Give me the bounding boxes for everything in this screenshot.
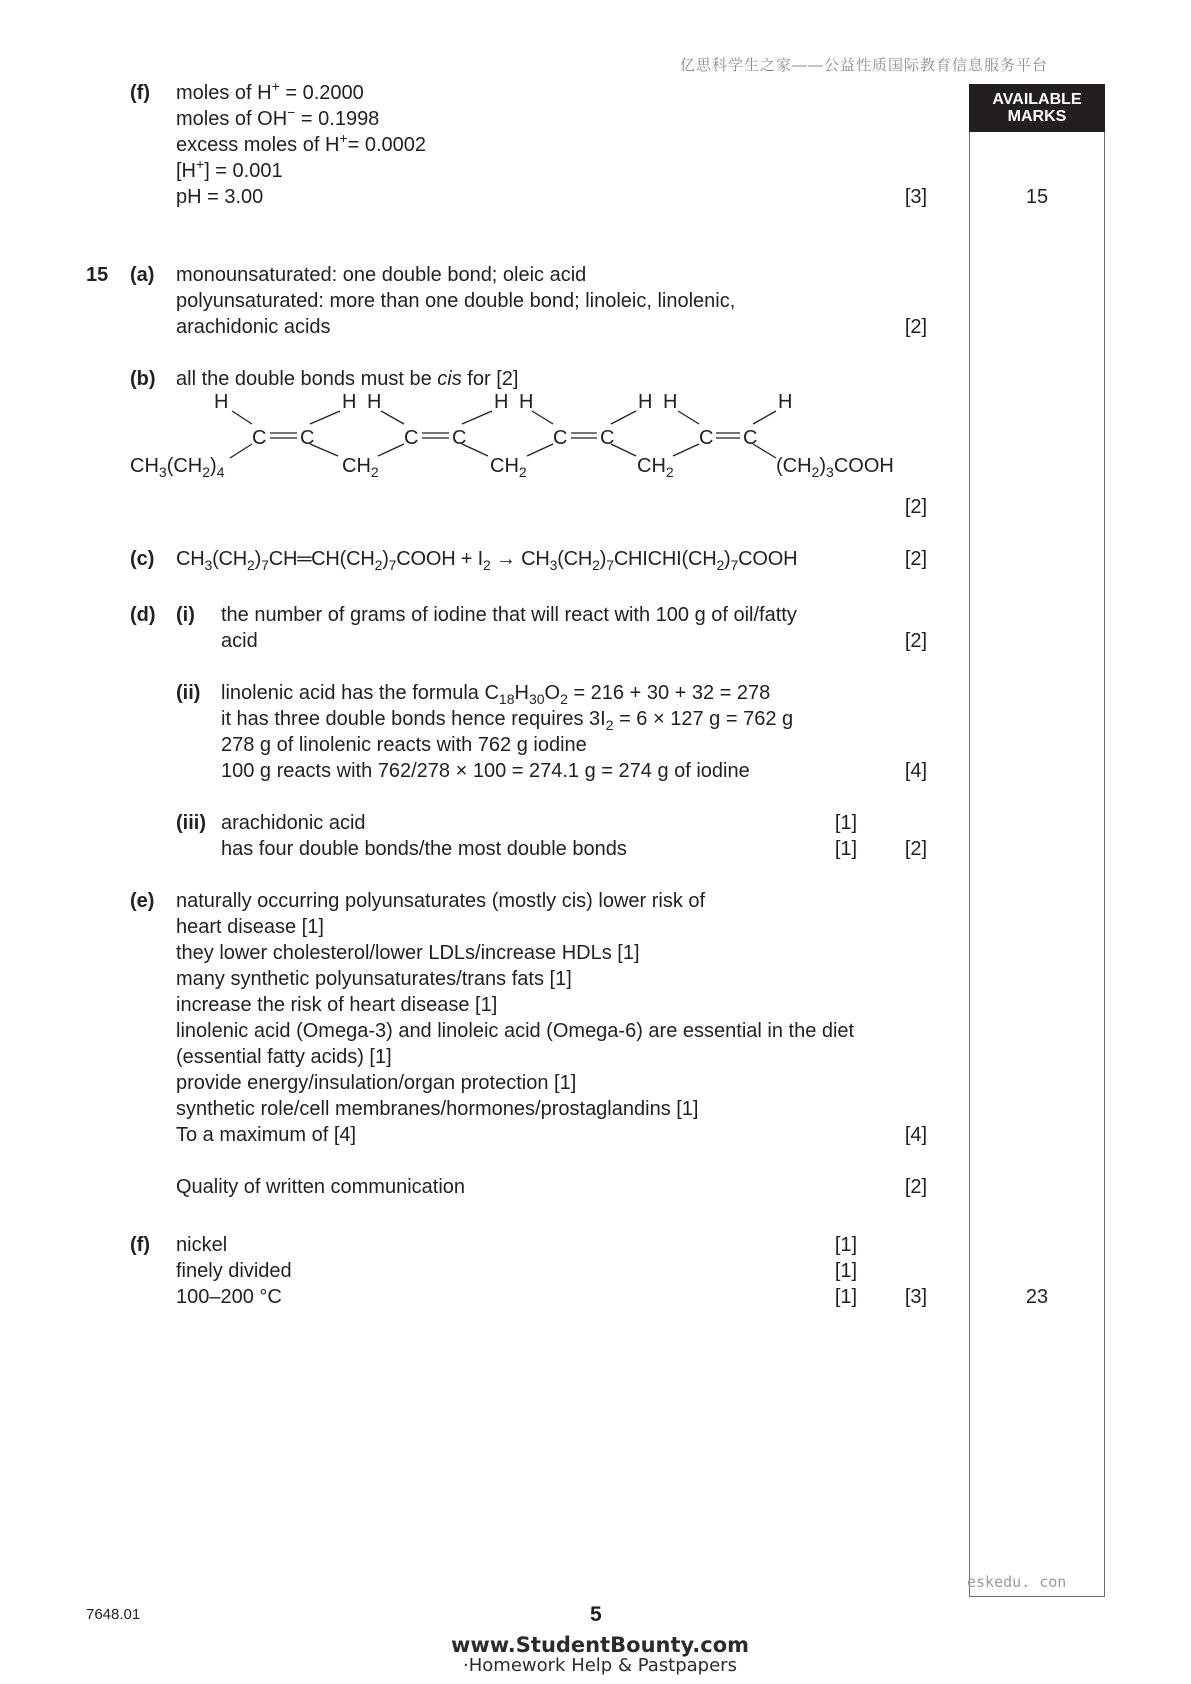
q15d-ii-label: (ii) (176, 682, 201, 704)
page-number: 5 (590, 1603, 602, 1626)
c-atom: C (404, 427, 419, 449)
left-end-group: $CH_3(CH_2)_4$ (130, 455, 225, 480)
q15f-line-2-mark: [1] (834, 1260, 858, 1282)
q15d-iii-label: (iii) (176, 812, 206, 834)
q15e-line: increase the risk of heart disease [1] (176, 994, 498, 1016)
q14f-line-2: moles of OH− = 0.1998 (176, 104, 380, 130)
q15a-mark: [2] (904, 316, 928, 338)
q15a-line-1: monounsaturated: one double bond; oleic acid (176, 264, 587, 286)
q15d-iii-mark: [2] (904, 838, 928, 860)
q15e-line: they lower cholesterol/lower LDLs/increase HDLs [1] (176, 942, 640, 964)
available-marks-q15: 23 (1025, 1286, 1049, 1308)
q15b-label: (b) (130, 368, 156, 390)
qwc-text: Quality of written communication (176, 1176, 466, 1198)
brand-url[interactable]: www.StudentBounty.com (450, 1633, 750, 1657)
h-atom: H (638, 391, 653, 413)
q15c-label: (c) (130, 548, 155, 570)
q15e-label: (e) (130, 890, 155, 912)
paper-code: 7648.01 (86, 1606, 141, 1623)
q15f-line-1: nickel (176, 1234, 228, 1256)
q15e-line: naturally occurring polyunsaturates (mostly cis) lower risk of (176, 890, 706, 912)
q15d-iii-line-2-mark: [1] (834, 838, 858, 860)
q15d-i-mark: [2] (904, 630, 928, 652)
q15a-line-2: polyunsaturated: more than one double bond; linoleic, linolenic, (176, 290, 736, 312)
q15e-line: linolenic acid (Omega-3) and linoleic acid (Omega-6) are essential in the diet (176, 1020, 855, 1042)
h-atom: H (367, 391, 382, 413)
q15d-i-line-2: acid (221, 630, 258, 652)
c-atom: C (300, 427, 315, 449)
q14f-line-5: pH = 3.00 (176, 186, 264, 208)
qwc-mark: [2] (904, 1176, 928, 1198)
c-atom: C (743, 427, 758, 449)
available-marks-q14: 15 (1025, 186, 1049, 208)
q15e-line: many synthetic polyunsaturates/trans fats [1] (176, 968, 572, 990)
h-atom: H (214, 391, 229, 413)
q14f-line-1: moles of H+ = 0.2000 (176, 78, 364, 104)
right-end-group: $(CH_2)_3COOH$ (776, 455, 894, 480)
c-atom: C (553, 427, 568, 449)
q15f-line-3-mark: [1] (834, 1286, 858, 1308)
ch2-group: $CH_2$ (490, 455, 527, 480)
q15b-mark: [2] (904, 496, 928, 518)
c-atom: C (452, 427, 467, 449)
q15d-ii-line-4: 100 g reacts with 762/278 × 100 = 274.1 g = 274 g of iodine (221, 760, 750, 782)
q15d-ii-line-2: it has three double bonds hence requires $3I_2 = 6 \times 127$ g = 762 g (221, 708, 794, 733)
q15d-iii-line-2: has four double bonds/the most double bonds (221, 838, 627, 860)
q15d-ii-line-1: linolenic acid has the formula $C_{18}H_{30}O_2 = 216 + 30 + 32 = 278$ (221, 682, 771, 707)
q15d-label: (d) (130, 604, 156, 626)
brand-tagline: ·Homework Help & Pastpapers (463, 1655, 737, 1676)
q15a-line-3: arachidonic acids (176, 316, 331, 338)
q15e-line: heart disease [1] (176, 916, 324, 938)
h-atom: H (663, 391, 678, 413)
ch2-group: $CH_2$ (637, 455, 674, 480)
heading-line-1: AVAILABLE (992, 91, 1082, 108)
q15e-line: synthetic role/cell membranes/hormones/prostaglandins [1] (176, 1098, 699, 1120)
arachidonic-acid-structure (0, 0, 1191, 560)
q15f-mark: [3] (904, 1286, 928, 1308)
q15e-line: (essential fatty acids) [1] (176, 1046, 392, 1068)
c-atom: C (600, 427, 615, 449)
q14f-mark: [3] (904, 186, 928, 208)
q15e-line: To a maximum of [4] (176, 1124, 357, 1146)
q15d-iii-line-1-mark: [1] (834, 812, 858, 834)
studentbounty-logo[interactable] (450, 1634, 750, 1676)
site-header-text: 亿思科学生之家——公益性质国际教育信息服务平台 (680, 57, 1049, 74)
h-atom: H (494, 391, 509, 413)
q15f-line-2: finely divided (176, 1260, 292, 1282)
h-atom: H (342, 391, 357, 413)
q15d-ii-line-3: 278 g of linolenic reacts with 762 g iodine (221, 734, 587, 756)
ch2-group: $CH_2$ (342, 455, 379, 480)
q15d-iii-line-1: arachidonic acid (221, 812, 366, 834)
q15d-i-line-1: the number of grams of iodine that will react with 100 g of oil/fatty (221, 604, 797, 626)
q15c-mark: [2] (904, 548, 928, 570)
q15e-line: provide energy/insulation/organ protection [1] (176, 1072, 577, 1094)
q15-number: 15 (86, 264, 109, 286)
q15f-line-3: 100–200 °C (176, 1286, 282, 1308)
q15e-mark: [4] (904, 1124, 928, 1146)
q15f-label: (f) (130, 1234, 150, 1256)
watermark-text: eskedu. con (967, 1573, 1067, 1591)
q14f-line-4: [H+] = 0.001 (176, 156, 283, 182)
q15a-label: (a) (130, 264, 155, 286)
q15f-line-1-mark: [1] (834, 1234, 858, 1256)
h-atom: H (778, 391, 793, 413)
q15d-ii-mark: [4] (904, 760, 928, 782)
q15b-text: all the double bonds must be cis for [2] (176, 368, 519, 390)
heading-line-2: MARKS (1007, 108, 1067, 125)
q14f-label: (f) (130, 82, 150, 104)
q14f-line-3: excess moles of H+= 0.0002 (176, 130, 426, 156)
c-atom: C (699, 427, 714, 449)
h-atom: H (519, 391, 534, 413)
c-atom: C (252, 427, 267, 449)
q15d-i-label: (i) (176, 604, 195, 626)
q15c-equation: $CH_3(CH_2)_7CH═CH(CH_2)_7COOH + I_2$ → $CH_3(CH_2)_7CHICHI(CH_2)_7COOH$ (176, 548, 798, 573)
